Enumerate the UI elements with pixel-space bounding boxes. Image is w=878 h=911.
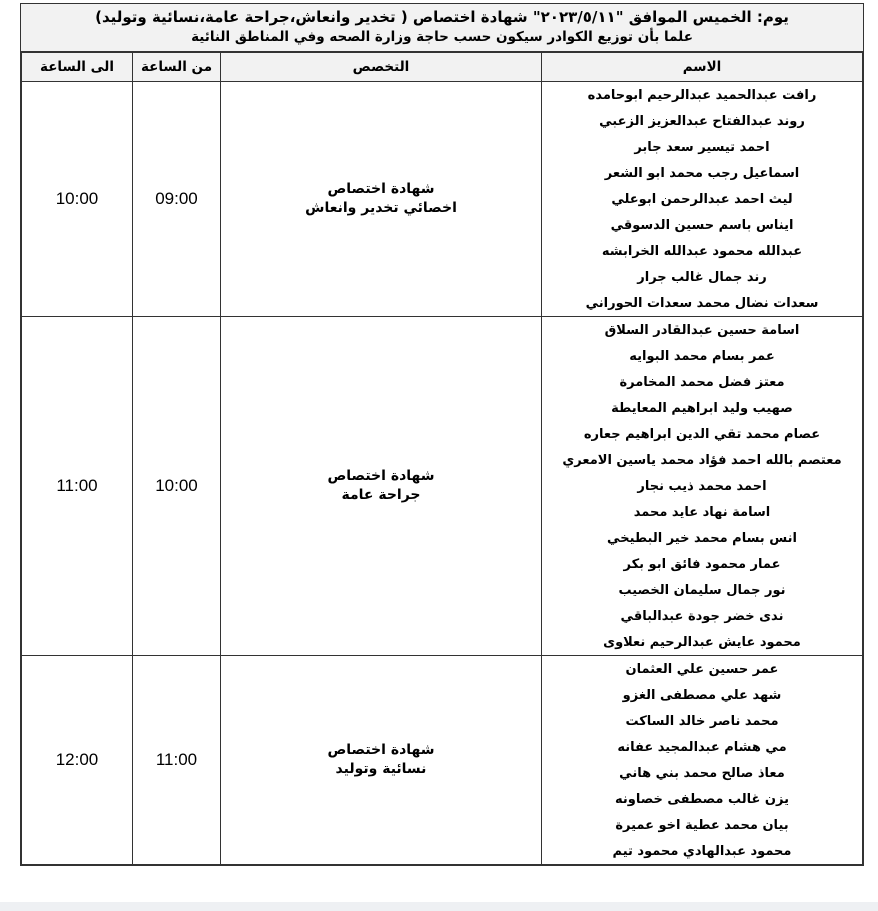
schedule-header [21,4,863,52]
table-row [22,82,863,109]
schedule-sheet [20,3,864,866]
person-name-cell: صهيب وليد ابراهيم المعايطة [542,395,863,421]
person-name-cell: شهد علي مصطفى الغزو [542,682,863,708]
to-time-cell: 11:00 [22,317,133,656]
person-name-cell: اسامة نهاد عايد محمد [542,499,863,525]
person-name-cell: ليث احمد عبدالرحمن ابوعلي [542,186,863,212]
specialty-line-1: شهادة اختصاص [327,181,435,197]
column-header-name: الاسم [542,53,863,82]
table-row [22,656,863,683]
header-title: يوم: الخميس الموافق "٢٠٢٣/٥/١١" شهادة اختصاص ( تخدير وانعاش،جراحة عامة،نسائية وتوليد) [95,8,789,26]
person-name-cell: رافت عبدالحميد عبدالرحيم ابوحامده [542,82,863,109]
person-name-cell: نور جمال سليمان الخصيب [542,577,863,603]
specialty-line-2: جراحة عامة [341,487,421,503]
person-name-cell: محمود عايش عبدالرحيم نعلاوى [542,629,863,656]
person-name-cell: اسامة حسين عبدالقادر السلاق [542,317,863,344]
table-row [22,317,863,344]
person-name-cell: رند جمال غالب جرار [542,264,863,290]
table-body [22,82,863,865]
specialty-line-2: اخصائي تخدير وانعاش [305,200,457,216]
table-header-row [22,53,863,82]
specialty-line-1: شهادة اختصاص [327,742,435,758]
column-header-from: من الساعة [133,53,221,82]
person-name-cell: محمد ناصر خالد الساكت [542,708,863,734]
from-time-cell: 10:00 [133,317,221,656]
header-note: علما بأن توزيع الكوادر سيكون حسب حاجة وزارة الصحه وفي المناطق النائية [191,29,693,45]
person-name-cell: روند عبدالفتاح عبدالعزيز الزعبي [542,108,863,134]
to-time-cell: 12:00 [22,656,133,865]
schedule-table [21,52,863,865]
person-name-cell: بيان محمد عطية اخو عميرة [542,812,863,838]
column-header-to: الى الساعة [22,53,133,82]
from-time-cell: 09:00 [133,82,221,317]
person-name-cell: عمر بسام محمد البوايه [542,343,863,369]
person-name-cell: مي هشام عبدالمجيد عفانه [542,734,863,760]
person-name-cell: احمد محمد ذيب نجار [542,473,863,499]
person-name-cell: محمود عبدالهادي محمود تيم [542,838,863,865]
bottom-strip [0,902,878,911]
specialty-line-1: شهادة اختصاص [327,468,435,484]
person-name-cell: معتصم بالله احمد فؤاد محمد ياسين الامعري [542,447,863,473]
person-name-cell: اسماعيل رجب محمد ابو الشعر [542,160,863,186]
column-header-specialty: التخصص [221,53,542,82]
specialty-cell [221,317,542,656]
person-name-cell: عمر حسين علي العثمان [542,656,863,683]
person-name-cell: ندى خضر جودة عبدالباقي [542,603,863,629]
person-name-cell: انس بسام محمد خير البطيخي [542,525,863,551]
from-time-cell: 11:00 [133,656,221,865]
specialty-line-2: نسائية وتوليد [335,761,427,777]
person-name-cell: معتز فضل محمد المخامرة [542,369,863,395]
to-time-cell: 10:00 [22,82,133,317]
person-name-cell: سعدات نضال محمد سعدات الحوراني [542,290,863,317]
person-name-cell: احمد تيسير سعد جابر [542,134,863,160]
person-name-cell: عمار محمود فائق ابو بكر [542,551,863,577]
specialty-cell [221,656,542,865]
person-name-cell: معاذ صالح محمد بني هاني [542,760,863,786]
specialty-cell [221,82,542,317]
person-name-cell: ايناس باسم حسين الدسوقي [542,212,863,238]
person-name-cell: عصام محمد تقي الدين ابراهيم جعاره [542,421,863,447]
person-name-cell: يزن غالب مصطفى خصاونه [542,786,863,812]
person-name-cell: عبدالله محمود عبدالله الخرابشه [542,238,863,264]
